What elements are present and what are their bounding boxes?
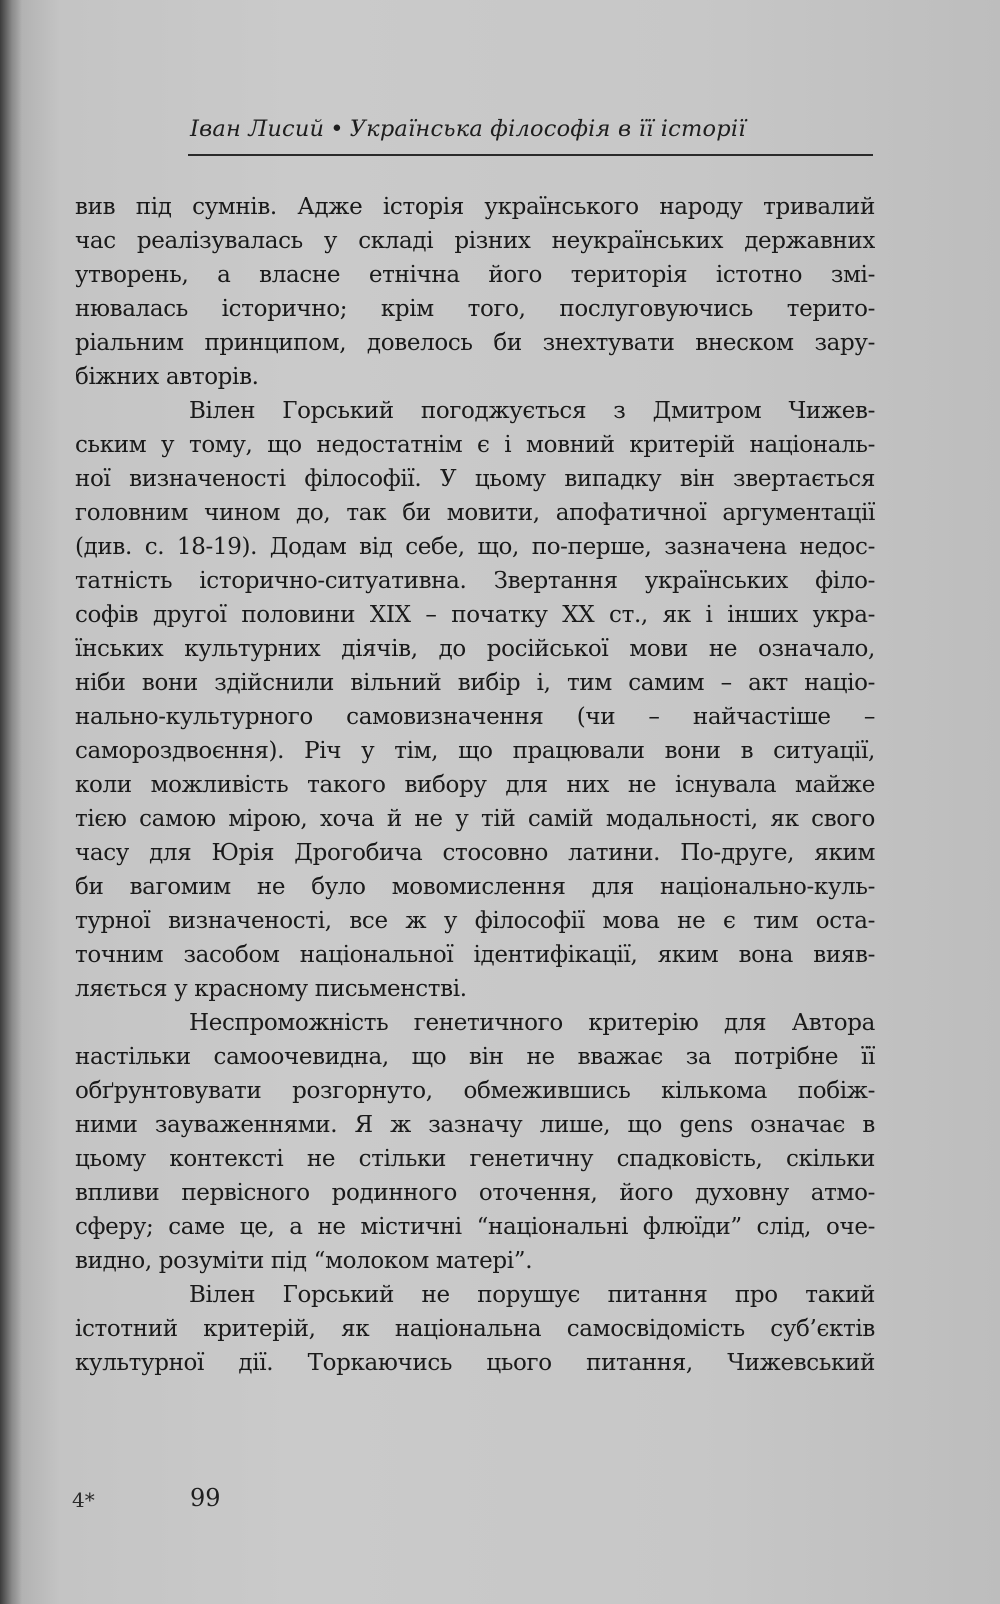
text-line: ними зауваженнями. Я ж зазначу лише, що gens означає в — [75, 1112, 875, 1138]
text-line: настільки самоочевидна, що він не вважає за потрібне її — [75, 1044, 875, 1070]
text-line: видно, розуміти під “молоком матері”. — [75, 1248, 533, 1274]
text-line: істотний критерій, як національна самосвідомість суб’єктів — [75, 1316, 875, 1342]
text-line: Вілен Горський не порушує питання про такий — [189, 1282, 875, 1308]
text-line: нально-культурного самовизначення (чи – найчастіше – — [75, 704, 875, 730]
text-line: коли можливість такого вибору для них не існувала майже — [75, 772, 875, 798]
page-gutter-shadow — [0, 0, 22, 1604]
text-line: часу для Юрія Дрогобича стосовно латини. По-друге, яким — [75, 840, 875, 866]
text-line: турної визначеності, все ж у філософії мова не є тим оста- — [75, 908, 875, 934]
text-line: ної визначеності філософії. У цьому випадку він звертається — [75, 466, 875, 492]
text-line: тією самою мірою, хоча й не у тій самій модальності, як свого — [75, 806, 875, 832]
text-line: цьому контексті не стільки генетичну спадковість, скільки — [75, 1146, 875, 1172]
text-line: впливи первісного родинного оточення, його духовну атмо- — [75, 1180, 875, 1206]
signature-mark: 4* — [72, 1488, 95, 1512]
running-head-author: Іван Лисий — [190, 116, 325, 142]
text-line: би вагомим не було мовомислення для національно-куль- — [75, 874, 875, 900]
text-line: головним чином до, так би мовити, апофатичної аргументації — [75, 500, 875, 526]
body-text — [75, 190, 875, 1380]
text-line: точним засобом національної ідентифікації, яким вона вияв- — [75, 942, 875, 968]
text-line: біжних авторів. — [75, 364, 259, 390]
page-number: 99 — [190, 1484, 221, 1512]
text-line: Неспроможність генетичного критерію для Автора — [189, 1010, 875, 1036]
running-head-separator: • — [330, 116, 344, 142]
text-line: вив під сумнів. Адже історія українського народу тривалий — [75, 194, 875, 220]
text-line: утворень, а власне етнічна його територія істотно змі- — [75, 262, 875, 288]
text-line: нювалась історично; крім того, послуговуючись терито- — [75, 296, 875, 322]
text-line: культурної дії. Торкаючись цього питання, Чижевський — [75, 1350, 875, 1376]
text-line: татність історично-ситуативна. Звертання українських філо- — [75, 568, 875, 594]
text-line: ським у тому, що недостатнім є і мовний критерій національ- — [75, 432, 875, 458]
text-line: обґрунтовувати розгорнуто, обмежившись кількома побіж- — [75, 1078, 875, 1104]
running-head — [190, 116, 872, 142]
text-line: ніби вони здійснили вільний вибір і, тим самим – акт націо- — [75, 670, 875, 696]
text-line: сферу; саме це, а не містичні “національні флюїди” слід, оче- — [75, 1214, 875, 1240]
text-line: софів другої половини XIX – початку XX ст., як і інших укра- — [75, 602, 875, 628]
text-line: самороздвоєння). Річ у тім, що працювали вони в ситуації, — [75, 738, 875, 764]
text-line: ріальним принципом, довелось би знехтувати внеском зару- — [75, 330, 875, 356]
text-line: (див. с. 18-19). Додам від себе, що, по-перше, зазначена недос- — [75, 534, 875, 560]
text-line: час реалізувалась у складі різних неукраїнських державних — [75, 228, 875, 254]
text-line: ляється у красному письменстві. — [75, 976, 467, 1002]
header-rule — [188, 154, 873, 156]
text-line: їнських культурних діячів, до російської мови не означало, — [75, 636, 875, 662]
text-line: Вілен Горський погоджується з Дмитром Чижев- — [189, 398, 875, 424]
running-head-book-title: Українська філософія в її історії — [349, 116, 746, 142]
